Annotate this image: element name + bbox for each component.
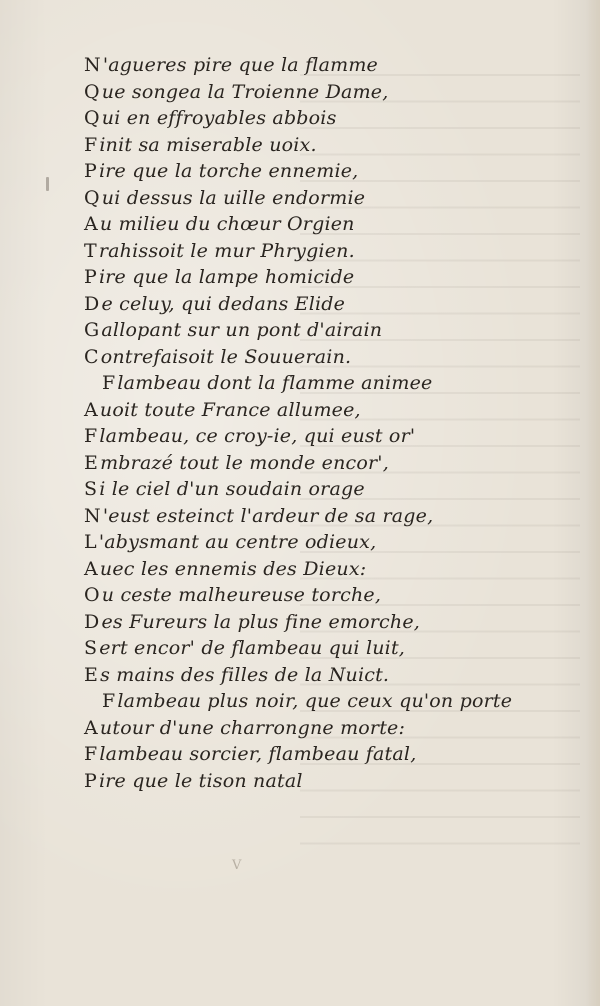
- poem-line: [84, 344, 351, 370]
- line-text: uec les ennemis des Dieux:: [99, 557, 367, 580]
- poem-line: [84, 264, 354, 290]
- line-initial-capital: Q: [84, 186, 100, 209]
- poem-line: [84, 211, 355, 237]
- line-text: ui en effroyables abbois: [101, 107, 337, 129]
- line-text: ui dessus la uille endormie: [101, 186, 366, 209]
- poem-line: [102, 688, 512, 714]
- poem-line: [84, 768, 303, 794]
- line-text: init sa miserable uoix.: [99, 133, 317, 156]
- line-text: utour d'une charrongne morte:: [99, 716, 406, 739]
- margin-mark: [46, 177, 49, 191]
- poem-line: [84, 715, 405, 741]
- poem-line: [84, 158, 358, 184]
- line-text: ert encor' de flambeau qui luit,: [99, 637, 406, 659]
- line-initial-capital: A: [84, 398, 98, 421]
- poem-line: [84, 609, 420, 635]
- line-initial-capital: N: [84, 504, 101, 527]
- line-initial-capital: T: [84, 239, 97, 262]
- line-text: es Fureurs la plus fine emorche,: [101, 610, 421, 633]
- line-initial-capital: D: [84, 292, 100, 315]
- poem-line: [84, 185, 365, 211]
- line-initial-capital: L: [84, 531, 97, 553]
- line-initial-capital: O: [84, 584, 100, 606]
- line-initial-capital: F: [84, 425, 98, 447]
- poem-line: [84, 476, 365, 502]
- line-text: lambeau, ce croy-ie, qui eust or': [99, 425, 416, 447]
- line-text: lambeau plus noir, que ceux qu'on porte: [117, 690, 513, 712]
- line-initial-capital: F: [102, 690, 116, 712]
- poem-line: [84, 556, 366, 582]
- poem-line: [84, 662, 389, 688]
- line-initial-capital: A: [84, 557, 98, 580]
- line-initial-capital: Q: [84, 107, 100, 129]
- line-text: ontrefaisoit le Souuerain.: [100, 345, 352, 368]
- line-initial-capital: P: [84, 266, 97, 288]
- line-text: e celuy, qui dedans Elide: [101, 292, 346, 315]
- page-edge-shadow: [586, 0, 600, 1006]
- line-initial-capital: F: [84, 133, 98, 156]
- line-initial-capital: S: [84, 637, 98, 659]
- line-text: allopant sur un pont d'airain: [101, 319, 383, 341]
- line-text: s mains des filles de la Nuict.: [100, 663, 390, 686]
- poem-line: [84, 582, 381, 608]
- line-text: mbrazé tout le monde encor',: [100, 451, 389, 474]
- poem-line: [84, 238, 355, 264]
- line-text: ue songea la Troienne Dame,: [101, 80, 389, 103]
- poem-line: [84, 450, 389, 476]
- line-text: ire que le tison natal: [98, 769, 303, 792]
- poem-line: [84, 503, 433, 529]
- poem-line: [84, 529, 376, 555]
- line-initial-capital: G: [84, 319, 100, 341]
- line-text: ire que la torche ennemie,: [98, 160, 359, 182]
- line-initial-capital: E: [84, 451, 99, 474]
- line-initial-capital: N: [84, 54, 101, 76]
- line-text: i le ciel d'un soudain orage: [99, 478, 365, 500]
- line-initial-capital: S: [84, 478, 98, 500]
- line-text: u ceste malheureuse torche,: [101, 584, 382, 606]
- poem-line: [84, 741, 416, 767]
- line-initial-capital: F: [84, 743, 98, 765]
- poem-line: [84, 291, 345, 317]
- poem-line: [102, 370, 432, 396]
- line-text: ire que la lampe homicide: [98, 266, 355, 288]
- poem-line: [84, 79, 388, 105]
- line-text: rahissoit le mur Phrygien.: [98, 239, 355, 262]
- line-initial-capital: P: [84, 769, 97, 792]
- poem-line: [84, 132, 317, 158]
- line-initial-capital: A: [84, 213, 98, 235]
- line-text: u milieu du chœur Orgien: [99, 213, 355, 235]
- poem-line: [84, 105, 337, 131]
- line-initial-capital: C: [84, 345, 99, 368]
- poem-line: [84, 635, 405, 661]
- line-initial-capital: P: [84, 160, 97, 182]
- poem-line: [84, 397, 361, 423]
- line-initial-capital: A: [84, 716, 98, 739]
- line-text: 'abysmant au centre odieux,: [98, 531, 377, 553]
- line-initial-capital: F: [102, 372, 116, 394]
- line-initial-capital: Q: [84, 80, 100, 103]
- poem-line: [84, 317, 382, 343]
- poem-line: [84, 423, 415, 449]
- catchword: V: [232, 858, 242, 873]
- line-initial-capital: D: [84, 610, 100, 633]
- line-text: lambeau dont la flamme animee: [117, 372, 433, 394]
- poem-line: [84, 52, 378, 78]
- line-initial-capital: E: [84, 663, 99, 686]
- line-text: lambeau sorcier, flambeau fatal,: [99, 743, 417, 765]
- line-text: 'eust esteinct l'ardeur de sa rage,: [102, 504, 434, 527]
- line-text: 'agueres pire que la flamme: [102, 54, 378, 76]
- line-text: uoit toute France allumee,: [99, 398, 361, 421]
